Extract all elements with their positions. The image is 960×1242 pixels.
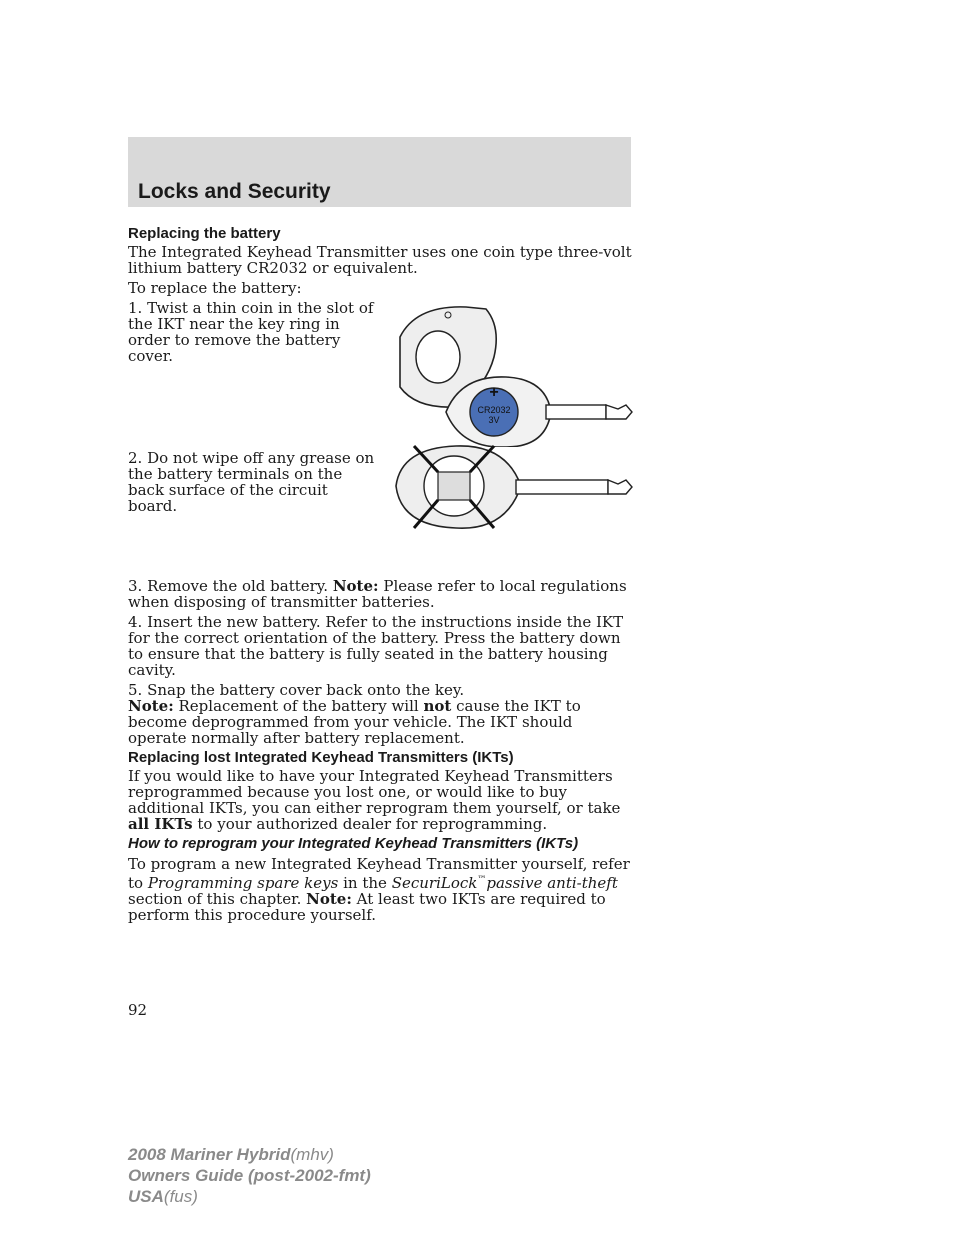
step-3-note-label: Note: bbox=[332, 577, 379, 595]
footer-market: USA bbox=[128, 1187, 164, 1206]
reprogram-text-b: in the bbox=[343, 874, 387, 892]
section-heading-replacing-battery: Replacing the battery bbox=[128, 225, 281, 242]
battery-note-b: cause the IKT to become deprogrammed from your vehicle. The IKT should operate normally after battery replacement. bbox=[128, 697, 581, 747]
footer bbox=[128, 1144, 371, 1207]
battery-note-not: not bbox=[423, 697, 452, 715]
battery-model-label: CR2032 bbox=[477, 405, 511, 415]
lost-ikts-text-a: If you would like to have your Integrated Keyhead Transmitters reprogrammed because you lost one, or would like to buy additional IKTs, you can either reprogram them yourself, or take bbox=[128, 767, 621, 817]
reprogram-italic-passive: passive anti-theft bbox=[486, 874, 618, 892]
circuit-board-illustration bbox=[386, 436, 636, 536]
section-heading-reprogram-ikts: How to reprogram your Integrated Keyhead Transmitters (IKTs) bbox=[128, 835, 579, 852]
key-tip bbox=[606, 405, 632, 419]
step-1-text: 1. Twist a thin coin in the slot of the IKT near the key ring in order to remove the battery cover. bbox=[128, 299, 374, 365]
intro-paragraph: The Integrated Keyhead Transmitter uses one coin type three-volt lithium battery CR2032 or equivalent. bbox=[128, 243, 632, 277]
lost-ikts-text-b: to your authorized dealer for reprogramming. bbox=[197, 815, 548, 833]
cover-cavity bbox=[416, 331, 460, 383]
step-2-text: 2. Do not wipe off any grease on the battery terminals on the back surface of the circuit board. bbox=[128, 449, 375, 515]
step-2-block bbox=[128, 450, 633, 578]
page-title: Locks and Security bbox=[138, 180, 331, 203]
lost-ikts-paragraph bbox=[128, 768, 633, 832]
footer-line-1 bbox=[128, 1144, 371, 1165]
key-tip bbox=[608, 480, 632, 494]
key-blade bbox=[546, 405, 606, 419]
step-1-block bbox=[128, 300, 633, 450]
step-5-paragraph: 5. Snap the battery cover back onto the key. bbox=[128, 681, 465, 699]
section-heading-replacing-lost-ikts: Replacing lost Integrated Keyhead Transmitters (IKTs) bbox=[128, 749, 514, 766]
key-battery-cover-illustration bbox=[386, 297, 636, 447]
lead-paragraph: To replace the battery: bbox=[128, 279, 302, 297]
trademark-symbol: ™ bbox=[477, 875, 487, 885]
step-3-text: 3. Remove the old battery. bbox=[128, 577, 329, 595]
footer-line-3 bbox=[128, 1186, 371, 1207]
footer-model: 2008 Mariner Hybrid bbox=[128, 1145, 291, 1164]
reprogram-italic-programming: Programming spare keys bbox=[147, 874, 339, 892]
page-content bbox=[128, 226, 633, 927]
battery-note-a: Replacement of the battery will bbox=[178, 697, 419, 715]
reprogram-note-label: Note: bbox=[306, 890, 352, 908]
reprogram-note: At least two IKTs are required to perform this procedure yourself. bbox=[128, 890, 606, 924]
reprogram-paragraph bbox=[128, 856, 633, 923]
reprogram-text-a: To program a new Integrated Keyhead Transmitter yourself, refer to bbox=[128, 855, 630, 892]
lost-ikts-bold: all IKTs bbox=[128, 815, 193, 833]
reprogram-text-c: section of this chapter. bbox=[128, 890, 302, 908]
battery-voltage-label: 3V bbox=[488, 415, 500, 425]
battery-note-paragraph bbox=[128, 698, 633, 746]
footer-line-2: Owners Guide (post-2002-fmt) bbox=[128, 1166, 371, 1185]
page-number: 92 bbox=[128, 1001, 148, 1019]
step-3-paragraph bbox=[128, 578, 633, 610]
reprogram-italic-securilock: SecuriLock bbox=[391, 874, 478, 892]
key-blade bbox=[516, 480, 608, 494]
footer-market-code: (fus) bbox=[163, 1187, 198, 1206]
battery-plus-label: + bbox=[489, 384, 499, 401]
footer-model-code: (mhv) bbox=[290, 1145, 334, 1164]
battery-note-label: Note: bbox=[128, 697, 174, 715]
step-4-paragraph: 4. Insert the new battery. Refer to the instructions inside the IKT for the correct orientation of the battery. Press the battery down to ensure that the battery is fully seated in the battery housing cavity. bbox=[128, 613, 624, 679]
circuit-board bbox=[438, 472, 470, 500]
step-3-note: Please refer to local regulations when disposing of transmitter batteries. bbox=[128, 577, 627, 611]
